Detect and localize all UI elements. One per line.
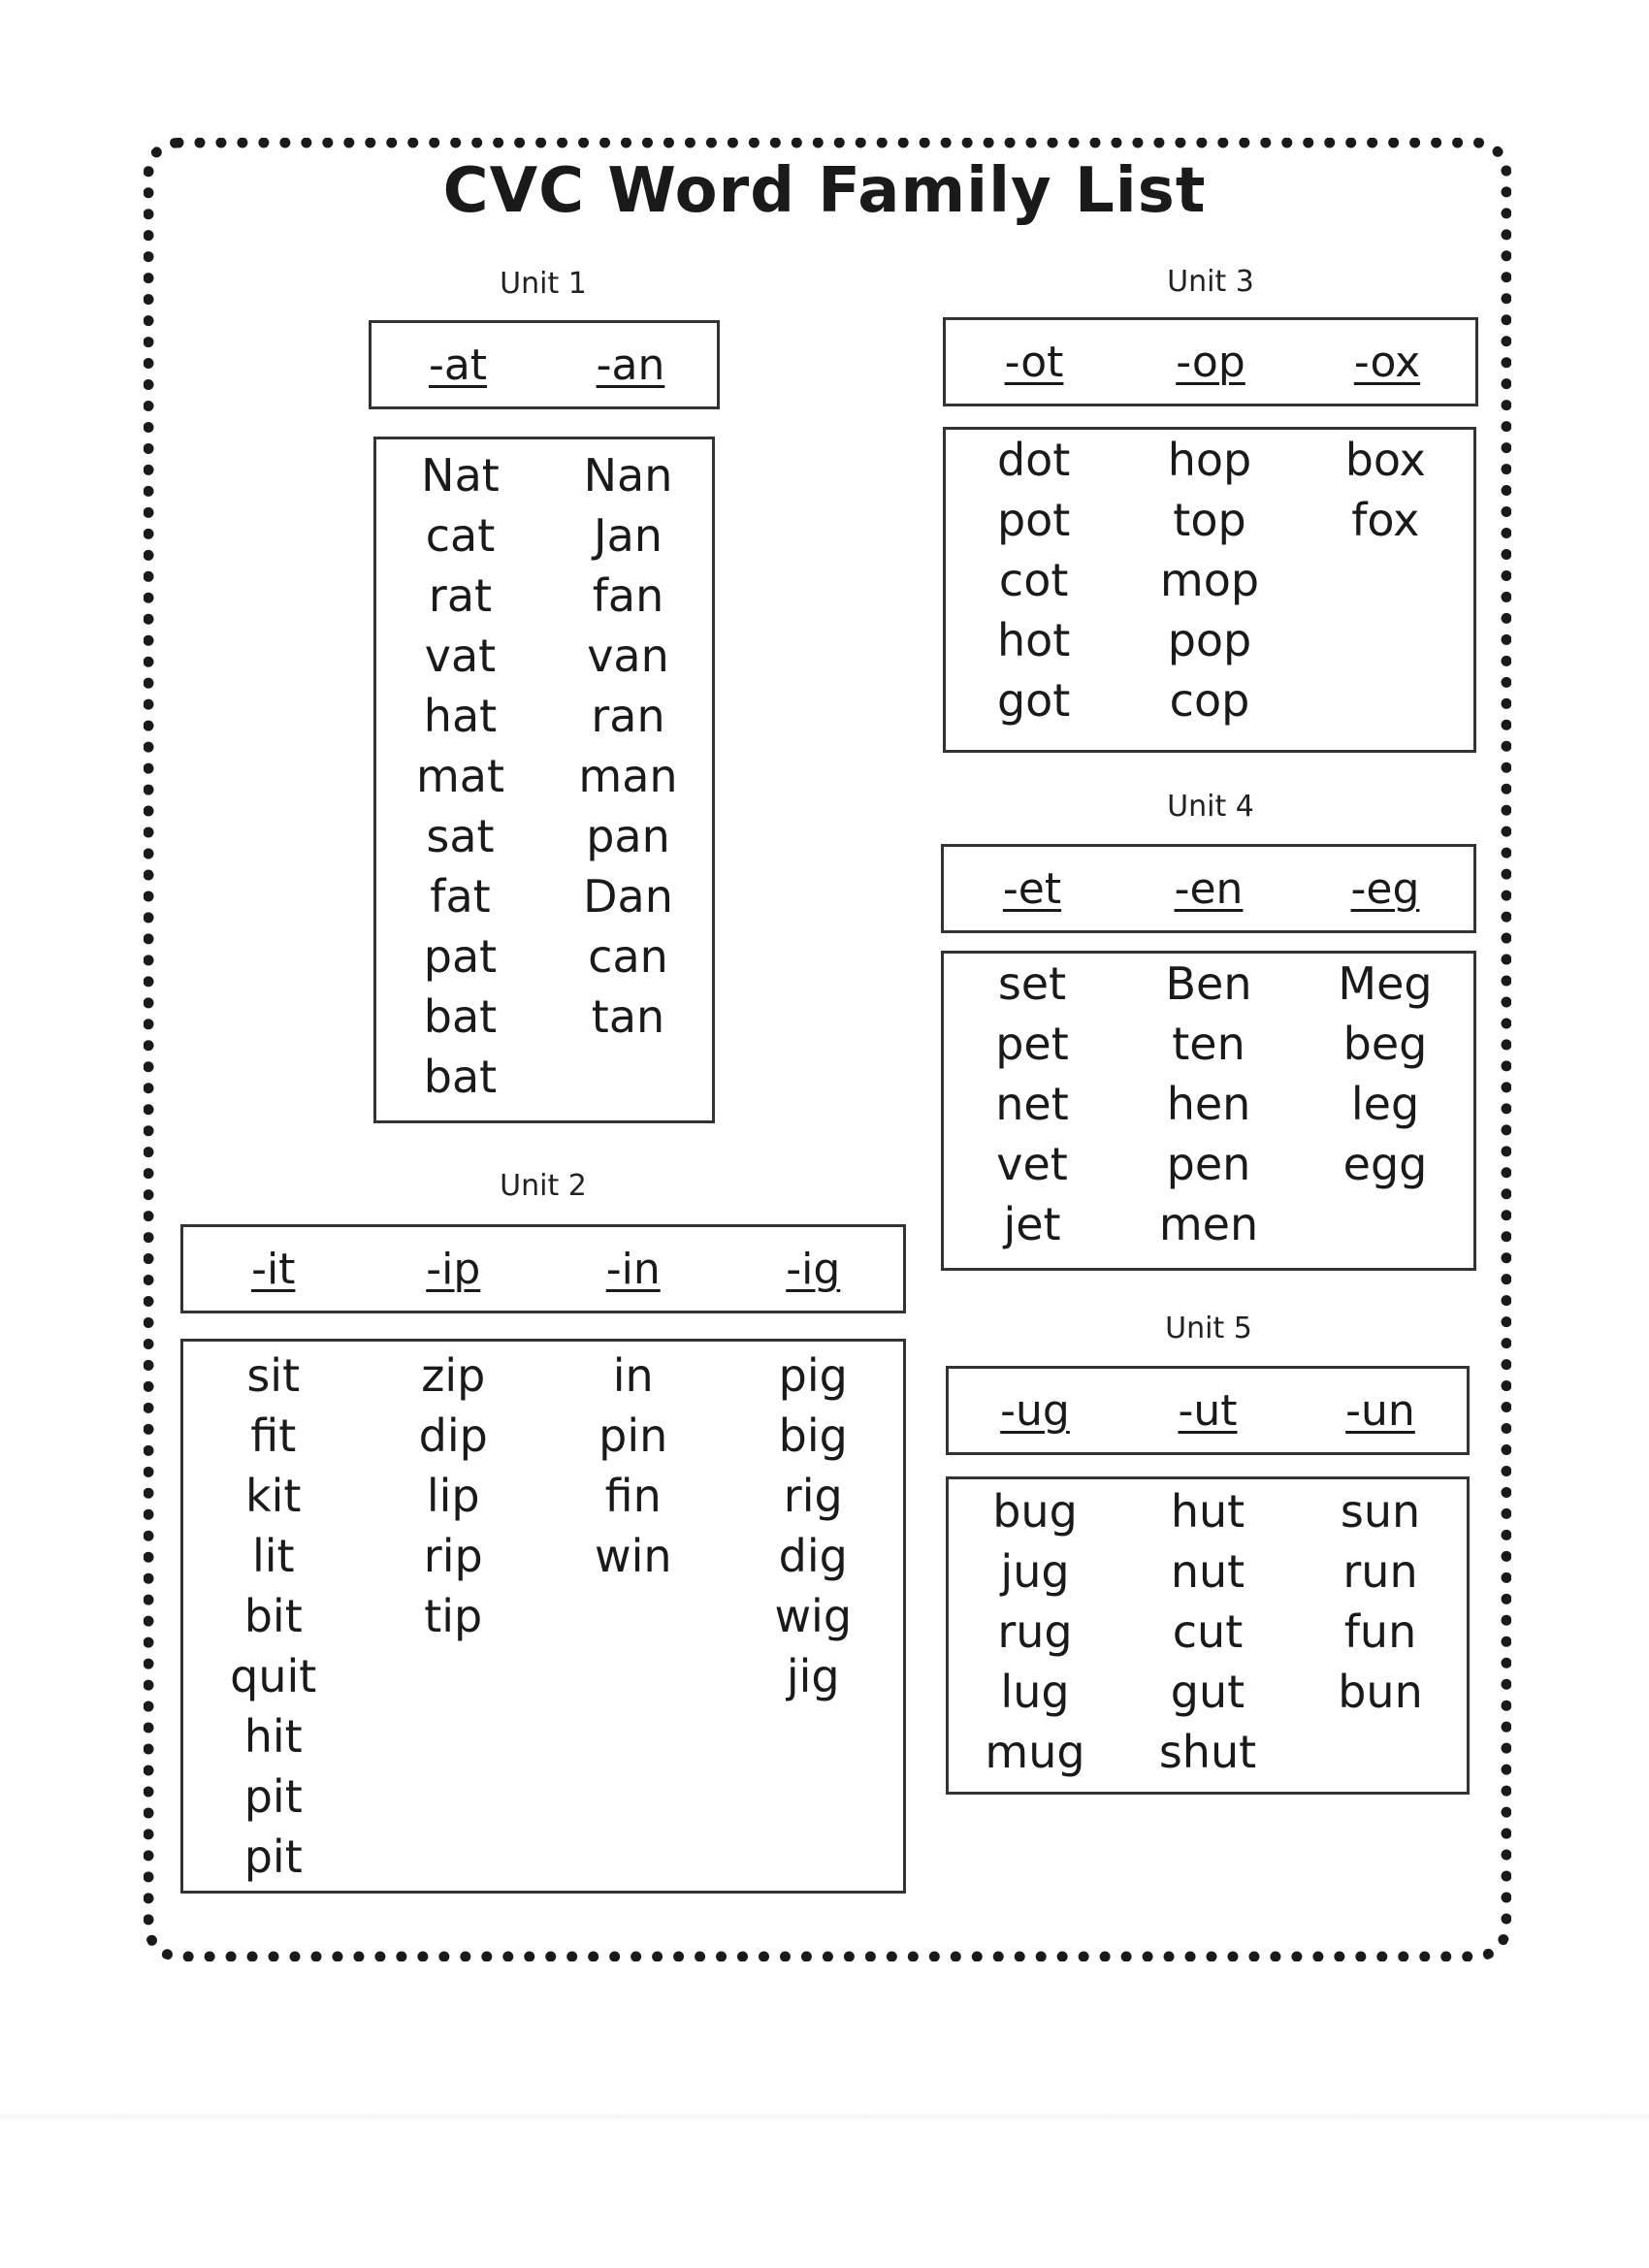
family-header: -an [596, 340, 665, 390]
word: net [995, 1078, 1069, 1130]
word: rug [997, 1605, 1073, 1658]
word: Dan [583, 870, 673, 923]
word-box [180, 1339, 906, 1894]
word-column [944, 954, 1120, 1268]
word: man [578, 750, 678, 802]
word-column [1294, 1481, 1467, 1792]
word: sat [426, 810, 495, 862]
word: rip [423, 1530, 483, 1582]
family-header: -it [251, 1244, 296, 1294]
word-column [376, 445, 544, 1120]
family-header: -at [428, 340, 488, 390]
unit-label: Unit 4 [1167, 790, 1254, 824]
word: lug [1000, 1666, 1070, 1718]
word: Meg [1338, 957, 1433, 1010]
word: tan [591, 990, 665, 1043]
word: sit [246, 1349, 301, 1402]
word: vat [424, 630, 497, 682]
word: rat [428, 569, 493, 622]
word: hat [423, 690, 498, 742]
family-header: -eg [1350, 863, 1420, 914]
word: fat [430, 870, 491, 923]
word: kit [245, 1470, 302, 1522]
word: pop [1167, 614, 1252, 666]
unit-label: Unit 1 [500, 267, 587, 301]
word: Jan [594, 509, 663, 562]
word: quit [230, 1650, 317, 1702]
word: pet [995, 1018, 1069, 1070]
word: men [1158, 1198, 1259, 1250]
word-column [543, 1345, 724, 1891]
word: fan [592, 569, 664, 622]
word: Nat [421, 449, 500, 502]
page-title: CVC Word Family List [442, 155, 1207, 227]
word: pot [996, 494, 1071, 546]
word: van [587, 630, 669, 682]
word-box [946, 1476, 1470, 1795]
word: jet [1003, 1198, 1061, 1250]
word: pat [423, 930, 498, 983]
word: leg [1350, 1078, 1420, 1130]
header-box [946, 1366, 1470, 1455]
word-column [724, 1345, 904, 1891]
family-header: -ox [1353, 337, 1421, 387]
word: egg [1342, 1138, 1428, 1190]
word: cut [1172, 1605, 1244, 1658]
word: tip [424, 1590, 483, 1642]
word: box [1344, 434, 1426, 486]
word: big [778, 1409, 848, 1462]
family-header: -op [1176, 337, 1245, 387]
unit-label: Unit 5 [1165, 1312, 1252, 1345]
word: pig [778, 1349, 848, 1402]
word: pit [243, 1831, 303, 1883]
word: pit [243, 1770, 303, 1823]
word: beg [1342, 1018, 1428, 1070]
word: fin [604, 1470, 662, 1522]
word: fit [250, 1409, 297, 1462]
word-box [943, 427, 1476, 753]
word: lit [251, 1530, 295, 1582]
family-header: -in [605, 1244, 661, 1294]
word: top [1173, 494, 1246, 546]
word: hit [243, 1710, 303, 1763]
word: can [588, 930, 668, 983]
word-column [949, 1481, 1121, 1792]
word: bug [992, 1485, 1078, 1538]
word: cat [425, 509, 496, 562]
header-box [941, 844, 1476, 933]
word: bat [423, 990, 498, 1043]
word-column [1297, 954, 1473, 1268]
word: run [1342, 1545, 1418, 1598]
word: pan [586, 810, 670, 862]
word: fox [1351, 494, 1420, 546]
word-column [183, 1345, 364, 1891]
word-column [544, 445, 712, 1120]
word: ten [1172, 1018, 1245, 1070]
word: sun [1340, 1485, 1421, 1538]
word: jug [1000, 1545, 1070, 1598]
word: wig [774, 1590, 853, 1642]
word: pin [598, 1409, 668, 1462]
word: hop [1167, 434, 1252, 486]
word: jig [786, 1650, 840, 1702]
word: gut [1170, 1666, 1245, 1718]
word: nut [1170, 1545, 1245, 1598]
family-header: -ig [786, 1244, 841, 1294]
word-column [946, 430, 1121, 750]
family-header: -ip [426, 1244, 481, 1294]
family-header: -et [1002, 863, 1062, 914]
word: pen [1166, 1138, 1251, 1190]
word-column [1298, 430, 1473, 750]
word: set [997, 957, 1067, 1010]
word: bat [423, 1051, 498, 1103]
word: mat [415, 750, 505, 802]
word-box [373, 437, 715, 1123]
family-header: -un [1345, 1385, 1415, 1436]
word: cop [1169, 674, 1250, 727]
word: Nan [583, 449, 673, 502]
word: shut [1158, 1726, 1257, 1778]
family-header: -ug [1000, 1385, 1070, 1436]
word: win [594, 1530, 672, 1582]
word: lip [426, 1470, 480, 1522]
word-box [941, 951, 1476, 1271]
word-column [1121, 430, 1297, 750]
unit-label: Unit 3 [1167, 265, 1254, 299]
word: fun [1343, 1605, 1417, 1658]
header-box [369, 320, 720, 409]
word: rig [783, 1470, 843, 1522]
word: vet [996, 1138, 1068, 1190]
word: in [612, 1349, 654, 1402]
word: ran [591, 690, 665, 742]
word: hut [1170, 1485, 1245, 1538]
scan-edge [0, 2115, 1649, 2122]
family-header: -ot [1004, 337, 1064, 387]
word: cot [998, 554, 1069, 606]
word-column [364, 1345, 544, 1891]
family-header: -en [1174, 863, 1244, 914]
family-header: -ut [1178, 1385, 1238, 1436]
word-column [1121, 1481, 1294, 1792]
word: mug [985, 1726, 1085, 1778]
word: bit [243, 1590, 303, 1642]
unit-label: Unit 2 [500, 1169, 587, 1203]
word: dip [418, 1409, 488, 1462]
word: Ben [1165, 957, 1252, 1010]
word: dot [996, 434, 1071, 486]
word: bun [1338, 1666, 1423, 1718]
word-column [1120, 954, 1297, 1268]
word: dig [778, 1530, 848, 1582]
word: hot [996, 614, 1071, 666]
header-box [180, 1224, 906, 1313]
word: hen [1166, 1078, 1251, 1130]
word: zip [421, 1349, 486, 1402]
word: mop [1159, 554, 1260, 606]
header-box [943, 317, 1478, 406]
word: got [996, 674, 1071, 727]
